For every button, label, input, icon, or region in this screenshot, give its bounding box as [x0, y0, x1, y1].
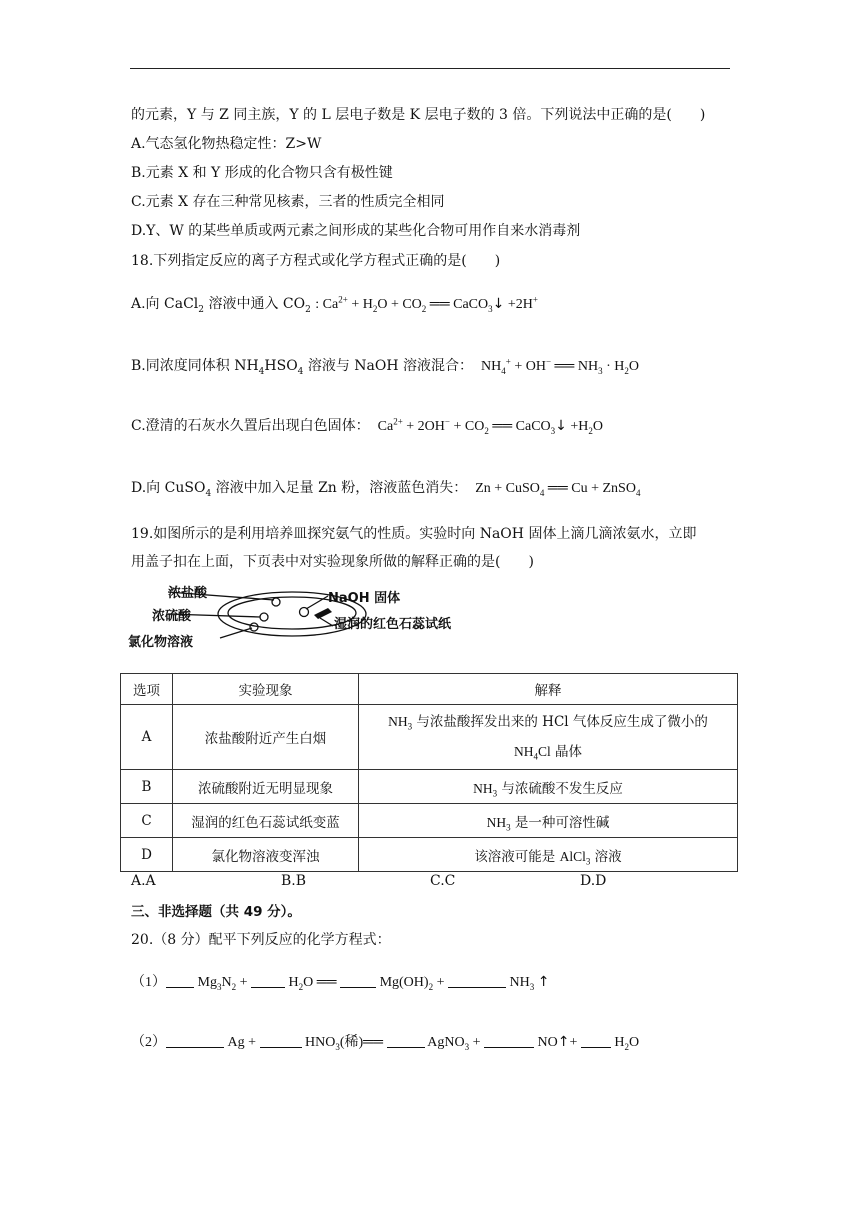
section-heading: 三、非选择题（共 49 分）。: [131, 904, 301, 920]
q20-equation-1: （1） $Mg_3N_2 + H_2O$ ══ $Mg(OH)_2 + NH_3$ ↑: [131, 974, 550, 992]
row-option: D: [121, 838, 173, 872]
row-phenomenon: 湿润的红色石蕊试纸变蓝: [173, 804, 359, 838]
q19-option-d: D.D: [580, 873, 607, 889]
th-option: 选项: [121, 674, 173, 705]
q17-option-c: C.元素 X 存在三种常见核素，三者的性质完全相同: [131, 194, 445, 210]
label-chloride: 氯化物溶液: [128, 635, 194, 650]
th-explanation: 解释: [359, 674, 738, 705]
row-phenomenon: 浓硫酸附近无明显现象: [173, 770, 359, 804]
label-naoh: NaOH 固体: [328, 591, 401, 606]
q19-stem-line2: 用盖子扣在上面，下页表中对实验现象所做的解释正确的是( ): [131, 554, 534, 570]
table-row: [121, 770, 738, 804]
q18-option-a: A.向 CaCl$_2$ 溶液中通入 $CO_2$ : $Ca^{2+} + H_2O + CO_2$ ══ CaCO$_3$↓ +2H+: [131, 294, 538, 315]
q18-option-b: B.同浓度同体积 $NH_4HSO_4$ 溶液与 NaOH 溶液混合： $NH_4^+ + OH^-$ ══ $NH_3 \cdot H_2O$: [131, 356, 639, 377]
q17-stem: 的元素，Y 与 Z 同主族，Y 的 L 层电子数是 K 层电子数的 3 倍。下列说法中正确的是( ): [131, 107, 706, 123]
hcl-drop: [272, 598, 280, 606]
h2so4-drop: [260, 613, 268, 621]
q19-table: [120, 673, 738, 872]
q18-option-c: C.澄清的石灰水久置后出现白色固体： $Ca^{2+} + 2OH^- + CO_2$ ══ CaCO$_3$↓ $+H_2O$: [131, 416, 604, 436]
q18-option-d: D.向 CuSO$_4$ 溶液中加入足量 Zn 粉，溶液蓝色消失： Zn + CuSO$_4$ ══ Cu + ZnSO$_4$: [131, 480, 641, 499]
q18-stem: 18.下列指定反应的离子方程式或化学方程式正确的是( ): [131, 253, 501, 269]
row-explanation: $NH_3$ 与浓硫酸不发生反应: [359, 770, 738, 804]
table-row: [121, 705, 738, 770]
q19-stem-line1: 19.如图所示的是利用培养皿探究氨气的性质。实验时向 NaOH 固体上滴几滴浓氨水，立即: [131, 526, 697, 542]
row-explanation: $NH_3$ 与浓盐酸挥发出来的 HCl 气体反应生成了微小的 $NH_4Cl$ 晶体: [359, 705, 738, 770]
table-row: [121, 838, 738, 872]
label-litmus: 湿润的红色石蕊试纸: [334, 617, 452, 632]
litmus-paper: [314, 608, 332, 619]
row-option: B: [121, 770, 173, 804]
row-phenomenon: 氯化物溶液变浑浊: [173, 838, 359, 872]
label-h2so4: 浓硫酸: [152, 609, 192, 624]
q20-equation-2: （2） $Ag + HNO_3$(稀)══ AgNO$_3$ + NO↑+ $H_2O$: [131, 1034, 640, 1052]
row-phenomenon: 浓盐酸附近产生白烟: [173, 705, 359, 770]
q19-option-c: C.C: [430, 873, 456, 889]
row-option: A: [121, 705, 173, 770]
q17-option-d: D.Y、W 的某些单质或两元素之间形成的某些化合物可用作自来水消毒剂: [131, 223, 581, 239]
row-explanation: $NH_3$ 是一种可溶性碱: [359, 804, 738, 838]
petri-dish-figure: [128, 584, 488, 656]
header-rule: [130, 68, 730, 69]
q17-option-a: A.气态氢化物热稳定性：Z>W: [131, 136, 322, 152]
label-hcl: 浓盐酸: [168, 586, 208, 601]
q20-stem: 20.（8 分）配平下列反应的化学方程式：: [131, 932, 391, 948]
q17-option-b: B.元素 X 和 Y 形成的化合物只含有极性键: [131, 165, 393, 181]
table-row: [121, 804, 738, 838]
table-header-row: [121, 674, 738, 705]
q19-option-a: A.A: [131, 873, 156, 889]
row-option: C: [121, 804, 173, 838]
row-explanation: 该溶液可能是 AlCl$_3$ 溶液: [359, 838, 738, 872]
th-phenomenon: 实验现象: [173, 674, 359, 705]
q19-option-b: B.B: [281, 873, 307, 889]
